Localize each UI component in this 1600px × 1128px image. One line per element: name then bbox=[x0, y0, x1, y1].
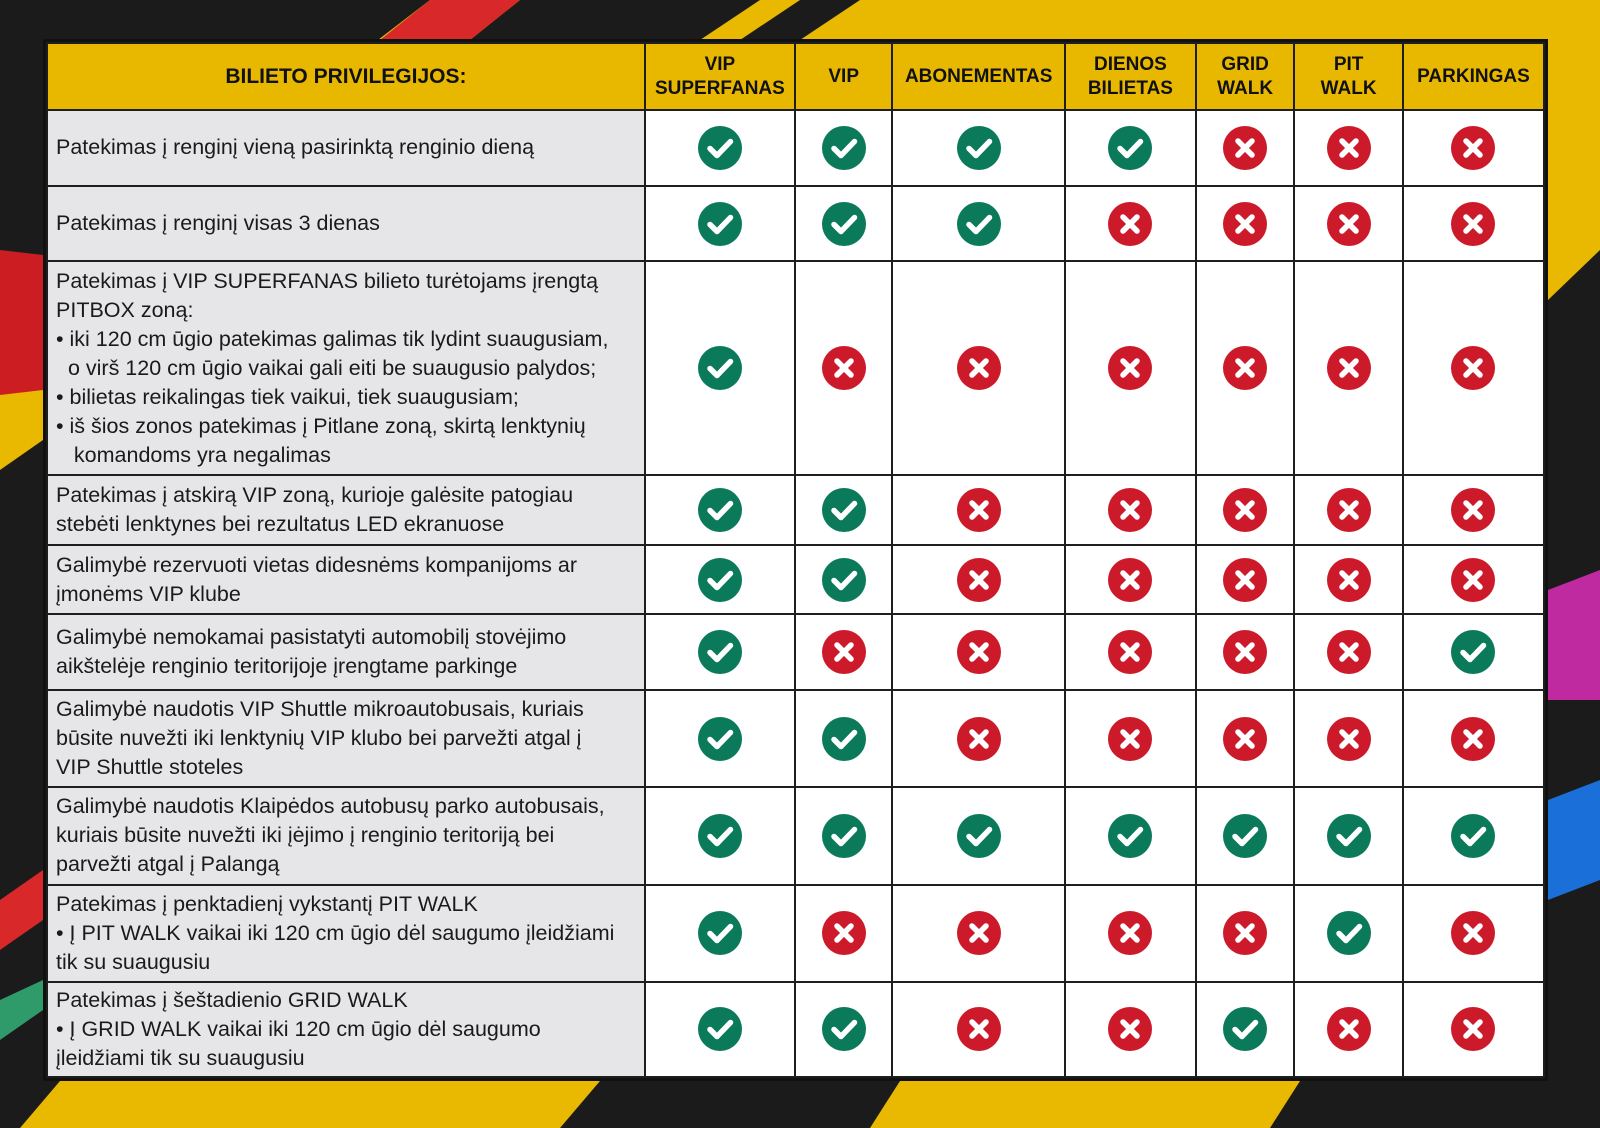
column-header-vip bbox=[795, 43, 892, 110]
cell-pit-walk bbox=[1294, 614, 1403, 690]
cell-parkingas bbox=[1403, 545, 1544, 615]
cell-abonementas bbox=[892, 110, 1065, 186]
cross-icon bbox=[1222, 201, 1268, 247]
cell-parkingas bbox=[1403, 186, 1544, 262]
privilege-text-line: • Į PIT WALK vaikai iki 120 cm ūgio dėl saugumo įleidžiami bbox=[56, 920, 615, 945]
cell-vip bbox=[795, 885, 892, 982]
cell-pit-walk bbox=[1294, 982, 1403, 1077]
cell-parkingas bbox=[1403, 982, 1544, 1077]
cell-dienos-bilietas bbox=[1065, 787, 1196, 884]
column-header-text: DIENOS bbox=[1093, 53, 1167, 75]
cross-icon bbox=[1222, 910, 1268, 956]
cross-icon bbox=[821, 629, 867, 675]
cell-abonementas bbox=[892, 261, 1065, 475]
check-icon bbox=[821, 487, 867, 533]
privilege-text-line: parvežti atgal į Palangą bbox=[56, 852, 280, 877]
cross-icon bbox=[1222, 345, 1268, 391]
check-icon bbox=[821, 716, 867, 762]
privilege-text-line: • iš šios zonos patekimas į Pitlane zoną, skirtą lenktynių bbox=[56, 413, 586, 438]
column-header-text: WALK bbox=[1320, 77, 1377, 99]
privilege-text-line: Galimybė rezervuoti vietas didesnėms kompanijoms ar bbox=[56, 552, 577, 577]
cross-icon bbox=[1326, 557, 1372, 603]
column-header-grid-walk bbox=[1196, 43, 1294, 110]
cross-icon bbox=[1326, 629, 1372, 675]
cross-icon bbox=[956, 716, 1002, 762]
check-icon bbox=[697, 629, 743, 675]
cell-dienos-bilietas bbox=[1065, 545, 1196, 615]
cross-icon bbox=[956, 910, 1002, 956]
cell-pit-walk bbox=[1294, 690, 1403, 787]
cell-abonementas bbox=[892, 787, 1065, 884]
privilege-text-line: Patekimas į renginį vieną pasirinktą renginio dieną bbox=[56, 135, 535, 160]
privilege-description bbox=[47, 614, 645, 690]
cell-grid-walk bbox=[1196, 475, 1294, 545]
check-icon bbox=[1450, 813, 1496, 859]
cross-icon bbox=[956, 487, 1002, 533]
privilege-text-line: aikštelėje renginio teritorijoje įrengtame parkinge bbox=[56, 654, 518, 679]
privilege-description bbox=[47, 982, 645, 1077]
cross-icon bbox=[1107, 345, 1153, 391]
ticket-privileges-table-frame bbox=[43, 39, 1548, 1081]
privilege-text-line: Galimybė nemokamai pasistatyti automobilį stovėjimo bbox=[56, 625, 567, 650]
privilege-description bbox=[47, 186, 645, 262]
cell-pit-walk bbox=[1294, 186, 1403, 262]
cell-abonementas bbox=[892, 885, 1065, 982]
cell-pit-walk bbox=[1294, 787, 1403, 884]
table-row bbox=[47, 186, 1544, 262]
check-icon bbox=[697, 201, 743, 247]
cell-grid-walk bbox=[1196, 186, 1294, 262]
check-icon bbox=[956, 125, 1002, 171]
check-icon bbox=[821, 201, 867, 247]
privilege-description bbox=[47, 885, 645, 982]
check-icon bbox=[1222, 1006, 1268, 1052]
privilege-text-line: Patekimas į šeštadienio GRID WALK bbox=[56, 987, 408, 1012]
check-icon bbox=[956, 813, 1002, 859]
check-icon bbox=[821, 125, 867, 171]
column-header-text: PARKINGAS bbox=[1417, 65, 1530, 87]
table-row bbox=[47, 885, 1544, 982]
check-icon bbox=[956, 201, 1002, 247]
table-body bbox=[47, 110, 1544, 1077]
cross-icon bbox=[1107, 487, 1153, 533]
table-row bbox=[47, 261, 1544, 475]
cell-abonementas bbox=[892, 186, 1065, 262]
cell-vip bbox=[795, 614, 892, 690]
cell-parkingas bbox=[1403, 787, 1544, 884]
ticket-privileges-table bbox=[46, 42, 1545, 1078]
cross-icon bbox=[1450, 125, 1496, 171]
cell-vip bbox=[795, 186, 892, 262]
privilege-text-line: Galimybė naudotis Klaipėdos autobusų parko autobusais, bbox=[56, 794, 605, 819]
cross-icon bbox=[1450, 910, 1496, 956]
cross-icon bbox=[1326, 125, 1372, 171]
cross-icon bbox=[1222, 629, 1268, 675]
cell-pit-walk bbox=[1294, 110, 1403, 186]
column-header-text: GRID bbox=[1221, 53, 1269, 75]
cross-icon bbox=[1450, 487, 1496, 533]
check-icon bbox=[821, 1006, 867, 1052]
privilege-description bbox=[47, 787, 645, 884]
cell-grid-walk bbox=[1196, 545, 1294, 615]
cell-vip bbox=[795, 982, 892, 1077]
cross-icon bbox=[1450, 345, 1496, 391]
privilege-description bbox=[47, 545, 645, 615]
cross-icon bbox=[1222, 557, 1268, 603]
cell-grid-walk bbox=[1196, 787, 1294, 884]
cell-grid-walk bbox=[1196, 982, 1294, 1077]
cell-parkingas bbox=[1403, 614, 1544, 690]
check-icon bbox=[697, 125, 743, 171]
cell-abonementas bbox=[892, 982, 1065, 1077]
column-header-text: ABONEMENTAS bbox=[904, 65, 1053, 87]
cross-icon bbox=[1222, 125, 1268, 171]
table-row bbox=[47, 690, 1544, 787]
cell-dienos-bilietas bbox=[1065, 885, 1196, 982]
table-row bbox=[47, 475, 1544, 545]
column-header-pit-walk bbox=[1294, 43, 1403, 110]
cell-vip-superfanas bbox=[645, 690, 795, 787]
privilege-text-line: • Į GRID WALK vaikai iki 120 cm ūgio dėl saugumo bbox=[56, 1016, 541, 1041]
cell-dienos-bilietas bbox=[1065, 982, 1196, 1077]
column-header-text: VIP bbox=[704, 53, 736, 75]
cell-dienos-bilietas bbox=[1065, 261, 1196, 475]
column-header-dienos-bilietas bbox=[1065, 43, 1196, 110]
privilege-text-line: komandoms yra negalimas bbox=[56, 442, 331, 467]
cell-vip bbox=[795, 690, 892, 787]
cell-vip bbox=[795, 545, 892, 615]
privilege-text-line: kuriais būsite nuvežti iki įėjimo į renginio teritoriją bei bbox=[56, 823, 555, 848]
column-header-abonementas bbox=[892, 43, 1065, 110]
column-header-privileges bbox=[47, 43, 645, 110]
privilege-description bbox=[47, 110, 645, 186]
cell-vip bbox=[795, 787, 892, 884]
cell-vip-superfanas bbox=[645, 614, 795, 690]
privilege-text-line: įmonėms VIP klube bbox=[56, 581, 241, 606]
cell-vip-superfanas bbox=[645, 787, 795, 884]
cell-grid-walk bbox=[1196, 885, 1294, 982]
cell-dienos-bilietas bbox=[1065, 690, 1196, 787]
cell-vip-superfanas bbox=[645, 545, 795, 615]
cell-grid-walk bbox=[1196, 614, 1294, 690]
privilege-description bbox=[47, 475, 645, 545]
privilege-text-line: Galimybė naudotis VIP Shuttle mikroautobusais, kuriais bbox=[56, 697, 584, 722]
check-icon bbox=[1326, 813, 1372, 859]
cross-icon bbox=[1107, 716, 1153, 762]
cell-vip-superfanas bbox=[645, 982, 795, 1077]
cell-parkingas bbox=[1403, 690, 1544, 787]
cross-icon bbox=[956, 1006, 1002, 1052]
check-icon bbox=[697, 345, 743, 391]
check-icon bbox=[697, 487, 743, 533]
privilege-text-line: Patekimas į penktadienį vykstantį PIT WALK bbox=[56, 891, 478, 916]
cross-icon bbox=[1450, 557, 1496, 603]
privilege-text-line: Patekimas į renginį visas 3 dienas bbox=[56, 211, 380, 236]
cell-vip-superfanas bbox=[645, 261, 795, 475]
cross-icon bbox=[956, 345, 1002, 391]
cross-icon bbox=[1326, 345, 1372, 391]
privilege-text-line: Patekimas į atskirą VIP zoną, kurioje galėsite patogiau bbox=[56, 483, 574, 508]
cross-icon bbox=[821, 345, 867, 391]
cell-vip-superfanas bbox=[645, 475, 795, 545]
table-row bbox=[47, 787, 1544, 884]
cross-icon bbox=[1107, 201, 1153, 247]
cross-icon bbox=[1107, 629, 1153, 675]
privilege-description bbox=[47, 690, 645, 787]
cell-vip-superfanas bbox=[645, 110, 795, 186]
check-icon bbox=[1107, 125, 1153, 171]
header-row bbox=[47, 43, 1544, 110]
cell-vip-superfanas bbox=[645, 186, 795, 262]
privilege-text-line: VIP Shuttle stoteles bbox=[56, 755, 244, 780]
privilege-description bbox=[47, 261, 645, 475]
cross-icon bbox=[1450, 201, 1496, 247]
cell-abonementas bbox=[892, 690, 1065, 787]
cell-parkingas bbox=[1403, 475, 1544, 545]
privilege-text-line: o virš 120 cm ūgio vaikai gali eiti be suaugusio palydos; bbox=[56, 355, 597, 380]
check-icon bbox=[697, 813, 743, 859]
cell-pit-walk bbox=[1294, 261, 1403, 475]
column-header-text: WALK bbox=[1217, 77, 1274, 99]
column-header-vip-superfanas bbox=[645, 43, 795, 110]
cell-grid-walk bbox=[1196, 690, 1294, 787]
privilege-text-line: Patekimas į VIP SUPERFANAS bilieto turėtojams įrengtą bbox=[56, 268, 599, 293]
privilege-text-line: įleidžiami tik su suaugusiu bbox=[56, 1045, 305, 1070]
cell-dienos-bilietas bbox=[1065, 475, 1196, 545]
cross-icon bbox=[1326, 201, 1372, 247]
cross-icon bbox=[1107, 910, 1153, 956]
privilege-text-line: stebėti lenktynes bei rezultatus LED ekranuose bbox=[56, 512, 505, 537]
cell-pit-walk bbox=[1294, 885, 1403, 982]
cell-pit-walk bbox=[1294, 545, 1403, 615]
check-icon bbox=[697, 910, 743, 956]
cell-pit-walk bbox=[1294, 475, 1403, 545]
cell-dienos-bilietas bbox=[1065, 110, 1196, 186]
cross-icon bbox=[1107, 1006, 1153, 1052]
cell-vip bbox=[795, 475, 892, 545]
cell-abonementas bbox=[892, 614, 1065, 690]
table-row bbox=[47, 982, 1544, 1077]
cell-dienos-bilietas bbox=[1065, 186, 1196, 262]
cell-grid-walk bbox=[1196, 261, 1294, 475]
privilege-text-line: būsite nuvežti iki lenktynių VIP klubo bei parvežti atgal į bbox=[56, 726, 582, 751]
table-row bbox=[47, 545, 1544, 615]
cell-dienos-bilietas bbox=[1065, 614, 1196, 690]
table-row bbox=[47, 614, 1544, 690]
check-icon bbox=[821, 813, 867, 859]
check-icon bbox=[1222, 813, 1268, 859]
column-header-text: VIP bbox=[828, 65, 859, 87]
cross-icon bbox=[1222, 716, 1268, 762]
cross-icon bbox=[1450, 716, 1496, 762]
column-header-text: SUPERFANAS bbox=[654, 77, 785, 99]
cross-icon bbox=[956, 629, 1002, 675]
cell-vip bbox=[795, 110, 892, 186]
check-icon bbox=[821, 557, 867, 603]
column-header-text: BILIETAS bbox=[1087, 77, 1173, 99]
cell-abonementas bbox=[892, 475, 1065, 545]
check-icon bbox=[1326, 910, 1372, 956]
cell-vip bbox=[795, 261, 892, 475]
cell-grid-walk bbox=[1196, 110, 1294, 186]
privilege-text-line: • bilietas reikalingas tiek vaikui, tiek suaugusiam; bbox=[56, 384, 519, 409]
check-icon bbox=[1450, 629, 1496, 675]
column-header-text: PIT bbox=[1333, 53, 1364, 75]
check-icon bbox=[1107, 813, 1153, 859]
check-icon bbox=[697, 1006, 743, 1052]
cell-vip-superfanas bbox=[645, 885, 795, 982]
privilege-text-line: • iki 120 cm ūgio patekimas galimas tik lydint suaugusiam, bbox=[56, 326, 609, 351]
column-header-text: BILIETO PRIVILEGIJOS: bbox=[225, 64, 467, 88]
cross-icon bbox=[1326, 487, 1372, 533]
cell-parkingas bbox=[1403, 261, 1544, 475]
privilege-text-line: tik su suaugusiu bbox=[56, 949, 211, 974]
privilege-text-line: PITBOX zoną: bbox=[56, 297, 194, 322]
check-icon bbox=[697, 557, 743, 603]
cross-icon bbox=[956, 557, 1002, 603]
column-header-parkingas bbox=[1403, 43, 1544, 110]
cross-icon bbox=[1450, 1006, 1496, 1052]
check-icon bbox=[697, 716, 743, 762]
cross-icon bbox=[1222, 487, 1268, 533]
cross-icon bbox=[1326, 716, 1372, 762]
cross-icon bbox=[821, 910, 867, 956]
cell-parkingas bbox=[1403, 110, 1544, 186]
cross-icon bbox=[1107, 557, 1153, 603]
cross-icon bbox=[1326, 1006, 1372, 1052]
table-row bbox=[47, 110, 1544, 186]
cell-parkingas bbox=[1403, 885, 1544, 982]
cell-abonementas bbox=[892, 545, 1065, 615]
